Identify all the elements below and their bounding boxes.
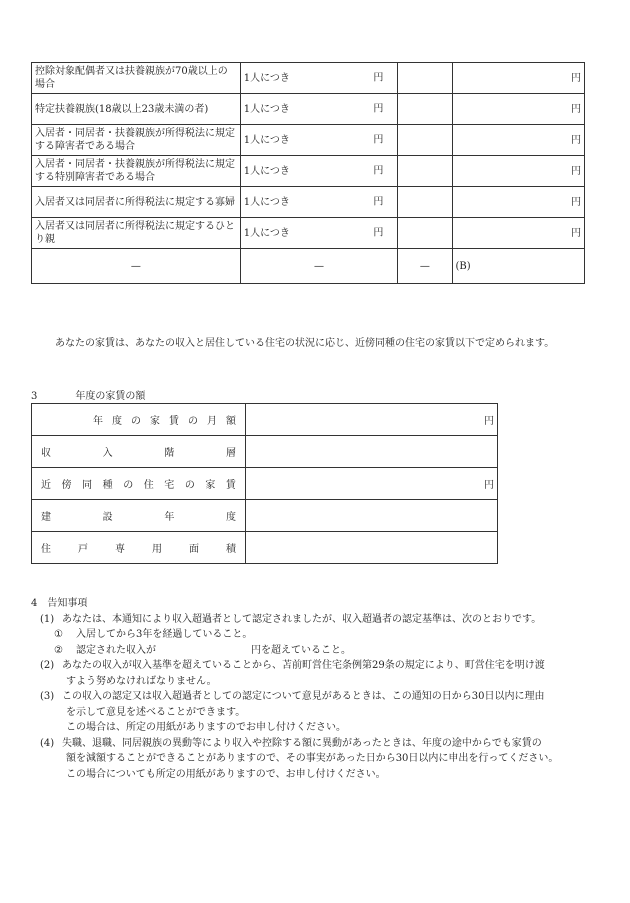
deduction-label: 入居者・同居者・扶養親族が所得税法に規定する特別障害者である場合	[32, 156, 241, 187]
label-char: の	[188, 416, 198, 427]
label-char: 入	[102, 448, 113, 459]
rent-row	[32, 532, 498, 564]
amount-cell: 円	[452, 156, 585, 187]
table-row	[32, 218, 585, 249]
notice-item-2: (2) あなたの収入が収入基準を超えていることから、苫前町営住宅条例第29条の規定により、町営住宅を明け渡	[40, 660, 545, 671]
rent-row-value	[246, 532, 498, 564]
count-cell	[398, 125, 452, 156]
amount-cell: 円	[452, 187, 585, 218]
label-char: 収	[41, 448, 51, 459]
deduction-table	[31, 62, 585, 284]
rent-row-value	[246, 436, 498, 468]
per-person-cell	[240, 156, 398, 187]
notice-item-4-cont: 額を減額することができることがありますので、その事実があった日から30日以内に申出を行ってください。	[66, 753, 559, 764]
rent-table	[31, 403, 498, 564]
rent-body	[32, 404, 498, 564]
label-char: 賃	[225, 480, 236, 491]
section-number: 3	[31, 391, 38, 402]
per-person-cell	[240, 187, 398, 218]
label-char: 層	[225, 448, 236, 459]
rent-row-value: 円	[246, 468, 498, 500]
table-row	[32, 63, 585, 94]
per-person-text: 1人につき	[243, 227, 290, 239]
notice-item-3-note: この場合は、所定の用紙がありますのでお申し付けください。	[66, 722, 346, 733]
per-person-cell	[240, 94, 398, 125]
notice-item-1: (1) あなたは、本通知により収入超過者として認定されましたが、収入超過者の認定基準は、次のとおりです。	[40, 613, 542, 625]
label-char: の	[123, 480, 134, 491]
count-cell	[398, 94, 452, 125]
label-char: 用	[152, 544, 162, 555]
rent-row-label	[32, 500, 246, 532]
label-char: 設	[102, 512, 113, 523]
dash-cell: —	[32, 249, 241, 284]
label-char: 住	[143, 480, 154, 491]
label-char: 宅	[164, 480, 175, 491]
per-person-text: 1人につき	[243, 196, 290, 208]
table-row	[32, 94, 585, 125]
label-char: 年	[93, 416, 103, 427]
label-char: 積	[226, 544, 236, 555]
label-char: 家	[205, 480, 216, 491]
label-char: 家	[150, 416, 160, 427]
notice-item-3: (3) この収入の認定又は収入超過者としての認定について意見があるときは、この通知の日から30日以内に理由	[40, 691, 545, 702]
deduction-label: 入居者・同居者・扶養親族が所得税法に規定する障害者である場合	[32, 125, 241, 156]
amount-cell: 円	[452, 94, 585, 125]
criteria-2: ② 認定された収入が 円を超えていること。	[54, 644, 351, 656]
yen-unit: 円	[373, 227, 384, 239]
deduction-label: 入居者又は同居者に所得税法に規定する寡婦	[32, 187, 241, 218]
dash-cell: —	[240, 249, 398, 284]
rent-row	[32, 404, 498, 436]
table-row	[32, 187, 585, 218]
amount-cell: 円	[452, 125, 585, 156]
notice-item-2-cont: すよう努めなければなりません。	[66, 675, 217, 687]
label-char: 同	[82, 480, 93, 491]
count-cell	[398, 187, 452, 218]
table-row	[32, 156, 585, 187]
label-char: 額	[226, 416, 236, 427]
label-char: 建	[41, 512, 51, 523]
dash-cell: —	[398, 249, 452, 284]
label-char: 度	[112, 416, 122, 427]
label-char: 度	[225, 512, 236, 523]
per-person-text: 1人につき	[243, 134, 290, 146]
rent-row-label	[32, 404, 246, 436]
label-char: 賃	[169, 416, 179, 427]
per-person-cell	[240, 63, 398, 94]
notice-section	[31, 596, 606, 782]
yen-unit: 円	[373, 72, 384, 84]
rent-note: あなたの家賃は、あなたの収入と居住している住宅の状況に応じ、近傍同種の住宅の家賃以下で定められます。	[55, 338, 555, 349]
label-char: 住	[41, 544, 51, 555]
notice-item-4: (4) 失職、退職、同居親族の異動等により収入や控除する額に異動があったときは、年度の途中からでも家賃の	[40, 737, 542, 749]
section3-heading	[31, 387, 145, 402]
rent-row	[32, 468, 498, 500]
deduction-body	[32, 63, 585, 284]
rent-row-label	[32, 468, 246, 500]
label-char: の	[184, 480, 195, 491]
section-title: 年度の家賃の額	[75, 391, 146, 402]
count-cell	[398, 156, 452, 187]
yen-unit: 円	[373, 134, 384, 146]
yen-unit: 円	[373, 103, 384, 115]
rent-row	[32, 436, 498, 468]
label-char: 近	[41, 480, 51, 491]
count-cell	[398, 218, 452, 249]
total-row	[32, 249, 585, 284]
count-cell	[398, 63, 452, 94]
table-row	[32, 125, 585, 156]
notice-heading: 4 告知事項	[31, 598, 88, 609]
label-char: 階	[164, 448, 175, 459]
rent-row-value	[246, 500, 498, 532]
deduction-label: 入居者又は同居者に所得税法に規定するひとり親	[32, 218, 241, 249]
amount-cell: 円	[452, 63, 585, 94]
per-person-text: 1人につき	[243, 165, 290, 177]
amount-cell: 円	[452, 218, 585, 249]
per-person-text: 1人につき	[243, 72, 290, 84]
notice-item-3-cont: を示して意見を述べることができます。	[66, 706, 246, 718]
label-char: 専	[115, 544, 125, 555]
per-person-cell	[240, 218, 398, 249]
label-char: 年	[164, 512, 175, 523]
per-person-text: 1人につき	[243, 103, 290, 115]
label-char: 種	[102, 480, 113, 491]
deduction-label: 特定扶養親族(18歳以上23歳未満の者)	[32, 94, 241, 125]
yen-unit: 円	[373, 165, 384, 177]
notice-item-4-note: この場合についても所定の用紙がありますので、お申し付けください。	[66, 768, 386, 780]
label-char: の	[131, 416, 141, 427]
per-person-cell	[240, 125, 398, 156]
yen-unit: 円	[373, 196, 384, 208]
rent-row-label	[32, 532, 246, 564]
label-char: 面	[189, 544, 199, 555]
label-char: 月	[207, 416, 217, 427]
criteria-1: ① 入居してから3年を経過していること。	[54, 629, 253, 640]
rent-row-label	[32, 436, 246, 468]
label-char: 傍	[61, 480, 72, 491]
total-label: (B)	[452, 249, 585, 284]
label-char: 戸	[78, 544, 88, 555]
rent-row	[32, 500, 498, 532]
rent-row-value: 円	[246, 404, 498, 436]
deduction-label: 控除対象配偶者又は扶養親族が70歳以上の場合	[32, 63, 241, 94]
